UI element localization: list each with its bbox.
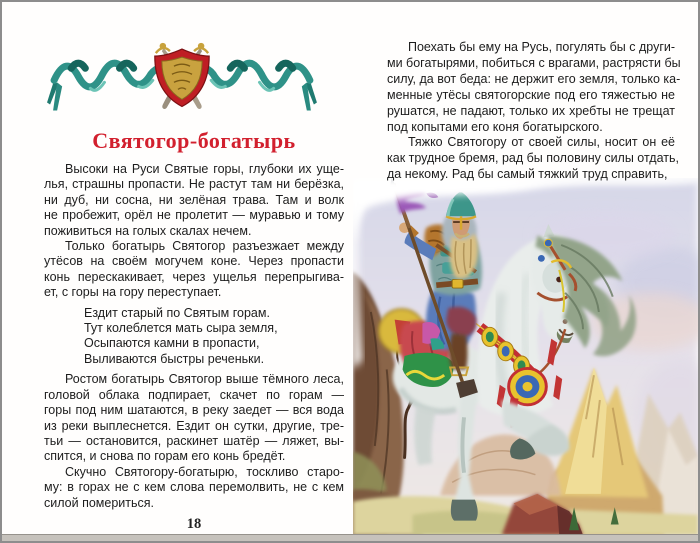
text-line: конь перескакивает, через ущелья перепрыгива- <box>44 269 344 284</box>
right-page-text <box>387 40 681 183</box>
text-line: Только богатырь Святогор разъезжает между <box>65 239 344 254</box>
text-line: силой помериться. <box>44 495 155 510</box>
text-line: Осыпаются камни в пропасти, <box>84 336 260 351</box>
text-line: спится, и снова по горам его конь бредёт. <box>44 449 286 464</box>
text-line: Высоки на Руси Святые горы, глубоки их уще- <box>65 162 344 176</box>
text-line: ет, с горы на гору переступает. <box>44 285 222 300</box>
text-line: не пробежит, орёл не пролетит — муравью и тому <box>44 208 344 223</box>
text-line: ни дуб, ни сосна, ни зелёная трава. Там и волк <box>44 192 344 207</box>
verse <box>84 306 344 368</box>
text-line: тьи — остановится, раскинет шатёр — ляжет, вы- <box>44 433 344 448</box>
text-line: под копытами его коня богатырского. <box>387 119 603 134</box>
paragraph <box>44 372 344 464</box>
text-line: Тяжко Святогору от своей силы, носит он её <box>408 135 675 150</box>
text-line: лья, страшны пропасти. Не растут там ни берёзка, <box>44 177 344 192</box>
text-line: ми богатырями, побиться с врагами, растрясти бы <box>387 55 681 70</box>
left-page-text <box>44 162 344 533</box>
text-line: Выливаются быстры реченьки. <box>84 351 265 366</box>
book-bottom-edge <box>2 534 698 541</box>
text-line: Поехать бы ему на Русь, погулять бы с други- <box>408 40 676 54</box>
shield-icon <box>155 49 209 106</box>
text-line: Ездит старый по Святым горам. <box>84 305 270 320</box>
text-line: как трудное бремя, рад бы половину силы отдать, <box>387 151 679 166</box>
text-line: Скучно Святогору-богатырю, тоскливо старо- <box>65 464 344 479</box>
text-line: Ростом богатырь Святогор выше тёмного леса, <box>65 372 344 387</box>
paragraph <box>44 239 344 301</box>
text-line: из реки выплеснется. Ездит он сутки, другие, тре- <box>44 418 344 433</box>
hoof <box>451 500 478 521</box>
belt-buckle <box>452 279 463 288</box>
paragraph <box>44 162 344 239</box>
text-line: поживиться на голых скалах нечем. <box>44 223 252 238</box>
text-line: рушатся, не падают, только их хребты не трещат <box>387 103 675 118</box>
svyatogor-illustration <box>353 178 698 535</box>
text-line: Тут колеблется мать сыра земля, <box>84 321 278 336</box>
text-line: му: в горах не с кем слова перемолвить, не с кем <box>44 480 344 495</box>
text-line: головой облака подпирает, скачет по горам — <box>44 387 344 402</box>
text-line: менные утёсы святогорские под его тяжестью не <box>387 87 675 102</box>
text-line: да некому. Рад бы самый тяжкий труд справить, <box>387 167 668 182</box>
header-ornament-icon <box>40 36 324 110</box>
text-line: горы под ним шатаются, в реку заедет — вся вода <box>44 403 344 418</box>
paragraph <box>387 40 681 135</box>
text-line: силу, да вот беда: не держит его земля, только ка- <box>387 71 681 86</box>
paragraph <box>44 465 344 511</box>
text-line: утёсов на своём могучем коне. Через пропасти <box>44 254 344 269</box>
paragraph <box>387 135 679 183</box>
page-number: 18 <box>186 515 202 532</box>
page-title: Святогор-богатырь <box>92 128 296 153</box>
